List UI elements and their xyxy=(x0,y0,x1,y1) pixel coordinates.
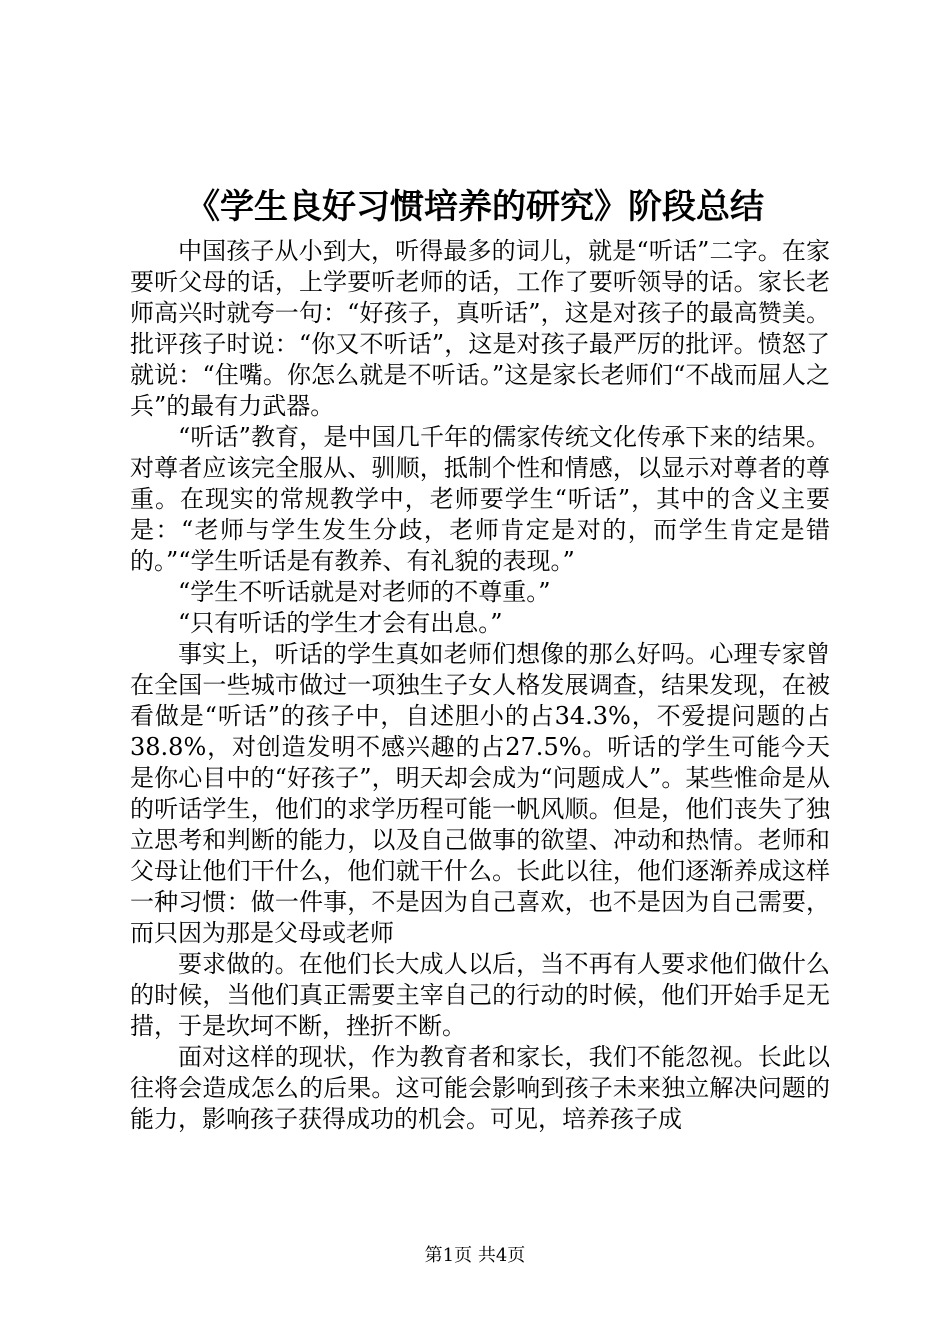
document-title: 《学生良好习惯培养的研究》阶段总结 xyxy=(186,187,764,227)
paragraph: 中国孩子从小到大，听得最多的词儿，就是“听话”二字。在家要听父母的话，上学要听老师的话，工作了要听领导的话。家长老师高兴时就夸一句：“好孩子，真听话”，这是对孩子的最高赞美。批评孩子时说：“你又不听话”，这是对孩子最严厉的批评。愤怒了就说：“住嘴。你怎么就是不听话。”这是家长老师们“不战而屈人之兵”的最有力武器。 xyxy=(130,237,830,420)
paragraph: 事实上，听话的学生真如老师们想像的那么好吗。心理专家曾在全国一些城市做过一项独生子女人格发展调查，结果发现，在被看做是“听话”的孩子中，自述胆小的占34.3%，不爱提问题的占38.8%，对创造发明不感兴趣的占27.5%。听话的学生可能今天是你心目中的“好孩子”，明天却会成为“问题成人”。某些惟命是从的听话学生，他们的求学历程可能一帆风顺。但是，他们丧失了独立思考和判断的能力，以及自己做事的欲望、冲动和热情。老师和父母让他们干什么，他们就干什么。长此以往，他们逐渐养成这样一种习惯：做一件事，不是因为自己喜欢，也不是因为自己需要，而只因为那是父母或老师 xyxy=(130,640,830,947)
page-footer: 第1页 共4页 xyxy=(424,1245,526,1266)
paragraph: “听话”教育，是中国几千年的儒家传统文化传承下来的结果。对尊者应该完全服从、驯顺，抵制个性和情感，以显示对尊者的尊重。在现实的常规教学中，老师要学生“听话”，其中的含义主要是：“老师与学生发生分歧，老师肯定是对的，而学生肯定是错的。”“学生听话是有教养、有礼貌的表现。” xyxy=(130,423,830,575)
document-body xyxy=(130,236,830,1135)
paragraph: 要求做的。在他们长大成人以后，当不再有人要求他们做什么的时候，当他们真正需要主宰自己的行动的时候，他们开始手足无措，于是坎坷不断，挫折不断。 xyxy=(130,950,830,1040)
paragraph: 面对这样的现状，作为教育者和家长，我们不能忽视。长此以往将会造成怎么的后果。这可能会影响到孩子未来独立解决问题的能力，影响孩子获得成功的机会。可见，培养孩子成 xyxy=(130,1043,830,1133)
quote-paragraph: “只有听话的学生才会有出息。” xyxy=(178,609,503,637)
quote-paragraph: “学生不听话就是对老师的不尊重。” xyxy=(178,578,551,606)
